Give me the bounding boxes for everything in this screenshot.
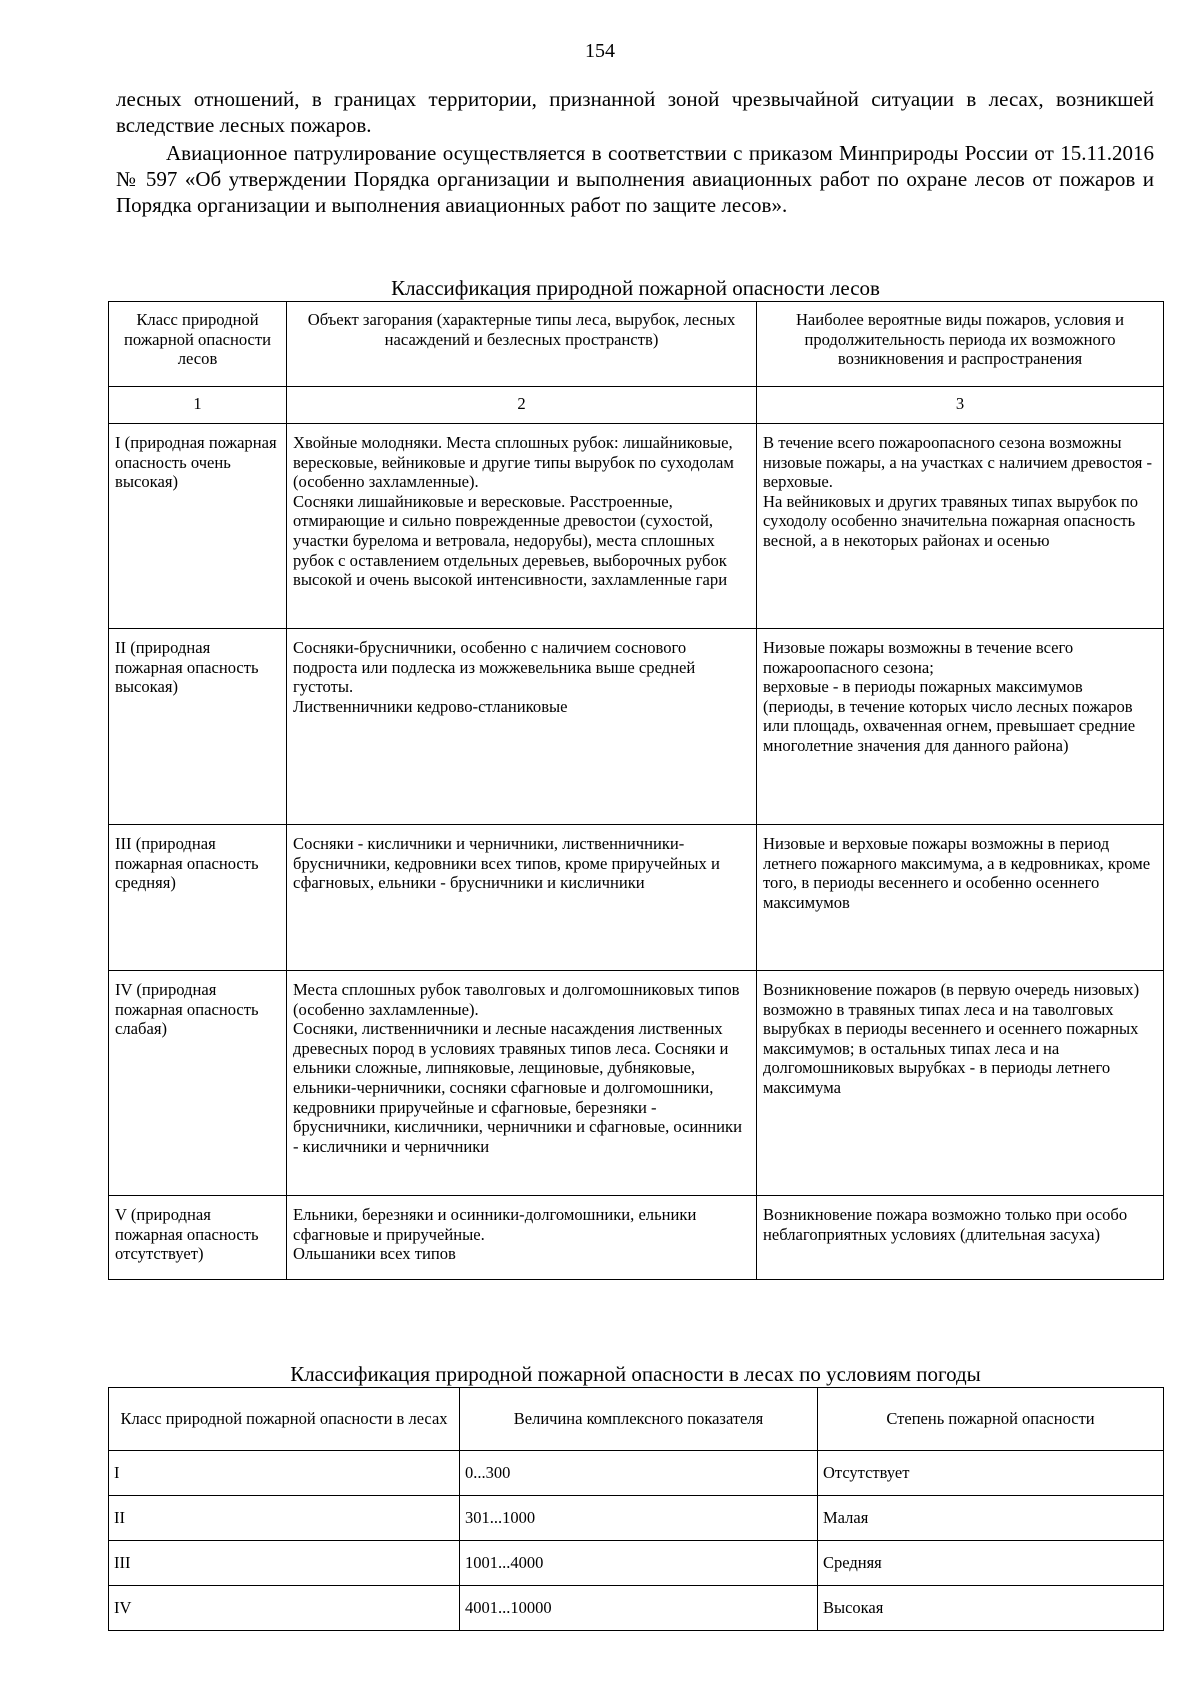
class-cell: V (природная пожарная опасность отсутствует) bbox=[109, 1196, 287, 1280]
index-value-cell: 301...1000 bbox=[460, 1496, 818, 1541]
table2-header-class: Класс природной пожарной опасности в лесах bbox=[109, 1388, 460, 1451]
class-cell: II bbox=[109, 1496, 460, 1541]
index-value-cell: 0...300 bbox=[460, 1451, 818, 1496]
class-cell: III bbox=[109, 1541, 460, 1586]
class-cell: IV bbox=[109, 1586, 460, 1631]
class-cell: IV (природная пожарная опасность слабая) bbox=[109, 971, 287, 1196]
table1-col-number: 1 bbox=[109, 387, 287, 424]
class-cell: I (природная пожарная опасность очень высокая) bbox=[109, 424, 287, 629]
index-value-cell: 1001...4000 bbox=[460, 1541, 818, 1586]
object-cell: Сосняки - кисличники и черничники, лиственничники-брусничники, кедровники всех типов, кроме приручейных и сфагновых, ельники - брусничники и кисличники bbox=[287, 825, 757, 971]
table-row bbox=[109, 971, 1164, 1196]
table1-header-class: Класс природной пожарной опасности лесов bbox=[109, 302, 287, 387]
degree-cell: Средняя bbox=[818, 1541, 1164, 1586]
fires-cell: В течение всего пожароопасного сезона возможны низовые пожары, а на участках с наличием древостоя - верховые. На вейниковых и других травяных типах вырубок по суходолу особенно значительна пожарная опасность весной, а в некоторых районах и осенью bbox=[757, 424, 1164, 629]
degree-cell: Отсутствует bbox=[818, 1451, 1164, 1496]
table-row bbox=[109, 1586, 1164, 1631]
table-row bbox=[109, 424, 1164, 629]
class-cell: III (природная пожарная опасность средняя) bbox=[109, 825, 287, 971]
fires-cell: Возникновение пожара возможно только при особо неблагоприятных условиях (длительная засуха) bbox=[757, 1196, 1164, 1280]
degree-cell: Малая bbox=[818, 1496, 1164, 1541]
object-cell: Места сплошных рубок таволговых и долгомошниковых типов (особенно захламленные). Сосняки, лиственничники и лесные насаждения лиственных древесных пород в условиях травяных типов леса. Сосняки и ельники сложные, липняковые, лещиновые, дубняковые, ельники-черничники, сосняки сфагновые и долгомошники, кедровники приручейные и сфагновые, березняки - брусничники, кисличники, черничники и сфагновые, осинники - кисличники и черничники bbox=[287, 971, 757, 1196]
table-row bbox=[109, 1196, 1164, 1280]
paragraph-2: Авиационное патрулирование осуществляется в соответствии с приказом Минприроды России от 15.11.2016 № 597 «Об утверждении Порядка организации и выполнения авиационных работ по охране лесов от пожаров и Порядка организации и выполнения авиационных работ по защите лесов». bbox=[116, 141, 1154, 217]
table2-header-degree: Степень пожарной опасности bbox=[818, 1388, 1164, 1451]
object-cell: Хвойные молодняки. Места сплошных рубок: лишайниковые, вересковые, вейниковые и другие типы вырубок по суходолам (особенно захламленные). Сосняки лишайниковые и вересковые. Расстроенные, отмирающие и сильно поврежденные древостои (сухостой, участки бурелома и ветровала, недорубы), места сплошных рубок с оставлением отдельных деревьев, выборочных рубок высокой и очень высокой интенсивности, захламленные гари bbox=[287, 424, 757, 629]
object-cell: Сосняки-брусничники, особенно с наличием соснового подроста или подлеска из можжевельника выше средней густоты. Лиственничники кедрово-стланиковые bbox=[287, 629, 757, 825]
table-row bbox=[109, 825, 1164, 971]
class-cell: II (природная пожарная опасность высокая) bbox=[109, 629, 287, 825]
object-cell: Ельники, березняки и осинники-долгомошники, ельники сфагновые и приручейные. Ольшаники всех типов bbox=[287, 1196, 757, 1280]
table2-header-index: Величина комплексного показателя bbox=[460, 1388, 818, 1451]
table-row bbox=[109, 1496, 1164, 1541]
table1-header-object: Объект загорания (характерные типы леса, вырубок, лесных насаждений и безлесных пространств) bbox=[287, 302, 757, 387]
table1-col-number: 3 bbox=[757, 387, 1164, 424]
page-number: 154 bbox=[585, 40, 615, 62]
table1-header-row bbox=[109, 302, 1164, 387]
table-row bbox=[109, 1451, 1164, 1496]
table1-col-number: 2 bbox=[287, 387, 757, 424]
fires-cell: Низовые и верховые пожары возможны в период летнего пожарного максимума, а в кедровниках, кроме того, в периоды весеннего и особенно осеннего максимумов bbox=[757, 825, 1164, 971]
weather-fire-class-table bbox=[108, 1387, 1164, 1631]
table-row bbox=[109, 1541, 1164, 1586]
degree-cell: Высокая bbox=[818, 1586, 1164, 1631]
paragraph-1: лесных отношений, в границах территории, признанной зоной чрезвычайной ситуации в лесах, возникшей вследствие лесных пожаров. bbox=[116, 87, 1154, 137]
class-cell: I bbox=[109, 1451, 460, 1496]
table1-header-fires: Наиболее вероятные виды пожаров, условия и продолжительность периода их возможного возникновения и распространения bbox=[757, 302, 1164, 387]
table1-number-row bbox=[109, 387, 1164, 424]
index-value-cell: 4001...10000 bbox=[460, 1586, 818, 1631]
table1-caption: Классификация природной пожарной опасности лесов bbox=[391, 276, 880, 300]
table2-caption: Классификация природной пожарной опасности в лесах по условиям погоды bbox=[290, 1362, 981, 1386]
forest-fire-class-table bbox=[108, 301, 1164, 1280]
table-row bbox=[109, 629, 1164, 825]
table2-header-row bbox=[109, 1388, 1164, 1451]
fires-cell: Низовые пожары возможны в течение всего пожароопасного сезона; верховые - в периоды пожарных максимумов (периоды, в течение которых число лесных пожаров или площадь, охваченная огнем, превышает средние многолетние значения для данного района) bbox=[757, 629, 1164, 825]
fires-cell: Возникновение пожаров (в первую очередь низовых) возможно в травяных типах леса и на таволговых вырубках в периоды весеннего и осеннего пожарных максимумов; в остальных типах леса и на долгомошниковых вырубках - в периоды летнего максимума bbox=[757, 971, 1164, 1196]
